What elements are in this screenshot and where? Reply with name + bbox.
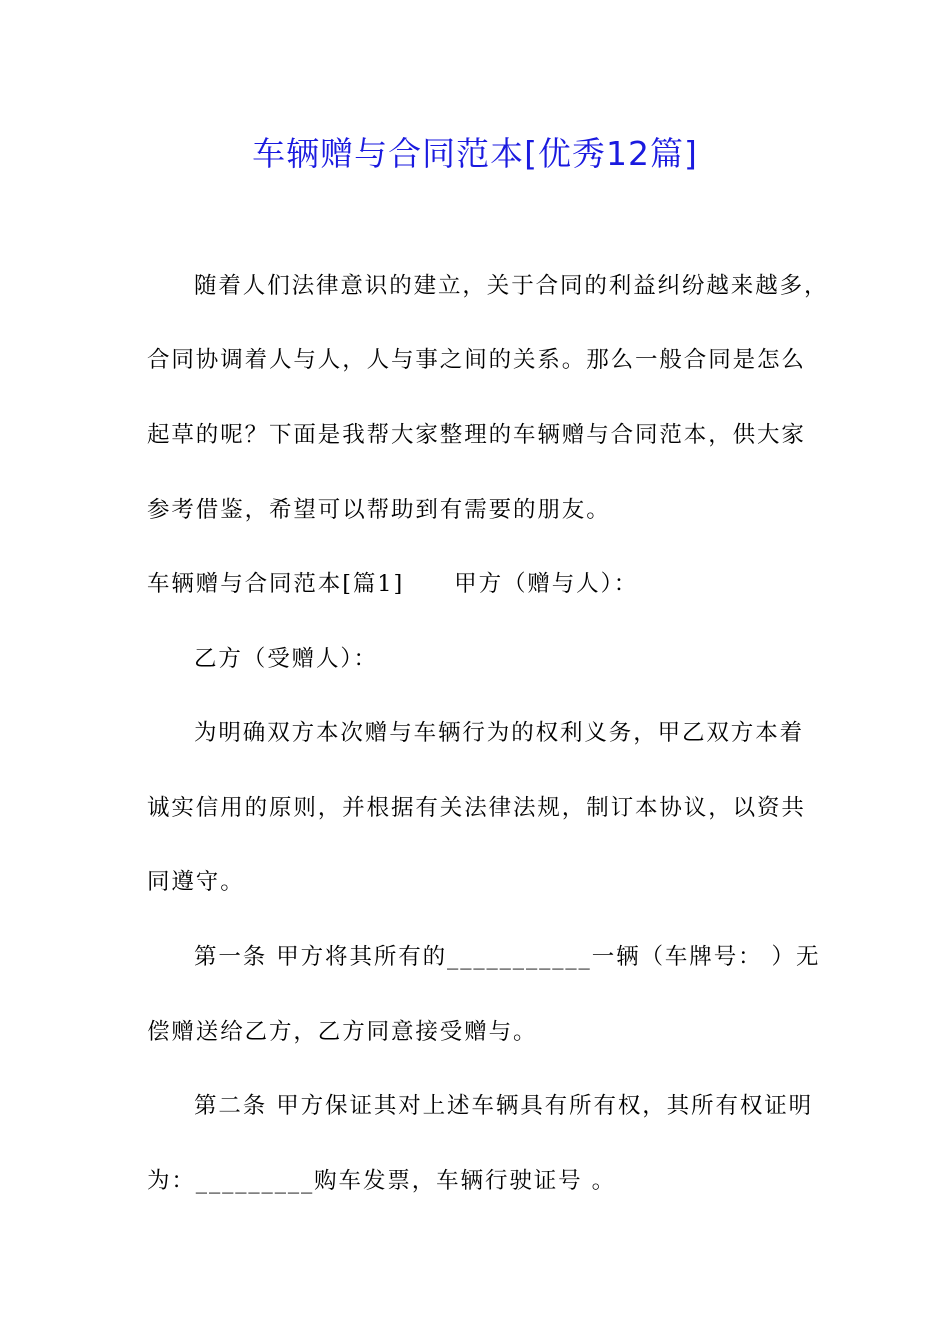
purpose-line-2: 诚实信用的原则，并根据有关法律法规，制订本协议，以资共 <box>147 795 806 821</box>
party-a-label: 甲方（赠与人）： <box>454 571 639 597</box>
article-1-line-2: 偿赠送给乙方，乙方同意接受赠与。 <box>147 1019 538 1045</box>
intro-line-2: 合同协调着人与人，人与事之间的关系。那么一般合同是怎么 <box>147 347 806 373</box>
intro-line-4: 参考借鉴，希望可以帮助到有需要的朋友。 <box>147 497 611 523</box>
purpose-line-1: 为明确双方本次赠与车辆行为的权利义务，甲乙双方本着 <box>194 720 805 746</box>
intro-line-3: 起草的呢？下面是我帮大家整理的车辆赠与合同范本，供大家 <box>147 422 806 448</box>
article-2-line-1: 第二条 甲方保证其对上述车辆具有所有权，其所有权证明 <box>194 1093 814 1119</box>
section-heading-line <box>147 568 638 600</box>
document-title: 车辆赠与合同范本[优秀12篇] <box>252 134 698 173</box>
article-2-line-2: 为：_________购车发票，车辆行驶证号 。 <box>147 1168 617 1194</box>
party-b-label: 乙方（受赠人）： <box>194 646 378 672</box>
article-1-line-1: 第一条 甲方将其所有的___________一辆（车牌号： ）无 <box>194 944 821 970</box>
intro-line-1: 随着人们法律意识的建立，关于合同的利益纠纷越来越多， <box>194 273 829 299</box>
purpose-line-3: 同遵守。 <box>147 869 245 895</box>
section-heading: 车辆赠与合同范本[篇1] <box>147 571 405 597</box>
